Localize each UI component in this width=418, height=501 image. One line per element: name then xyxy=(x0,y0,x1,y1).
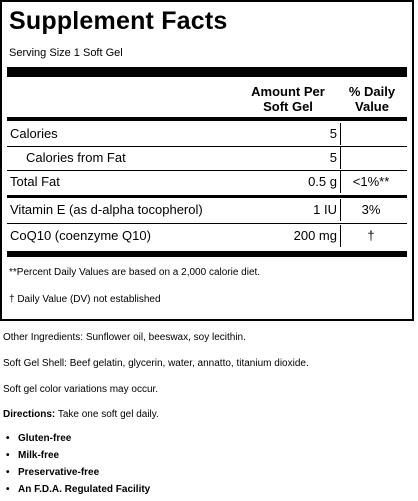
column-separator xyxy=(340,123,341,145)
bullet-icon: • xyxy=(6,484,10,495)
amount-column-header: Amount Per Soft Gel xyxy=(251,84,325,114)
nutrient-amount: 200 mg xyxy=(293,228,337,243)
nutrient-label: Vitamin E (as d-alpha tocopherol) xyxy=(10,202,203,217)
percent-daily-value-footnote: **Percent Daily Values are based on a 2,000 calorie diet. xyxy=(9,267,261,278)
serving-size: Serving Size 1 Soft Gel xyxy=(9,47,123,59)
bullet-icon: • xyxy=(6,467,10,478)
dagger-footnote: † Daily Value (DV) not established xyxy=(9,294,161,305)
soft-gel-shell: Soft Gel Shell: Beef gelatin, glycerin, water, annatto, titanium dioxide. xyxy=(3,358,309,369)
nutrient-amount: 1 IU xyxy=(313,202,337,217)
nutrient-amount: 5 xyxy=(329,126,337,141)
list-item: • Milk-free xyxy=(6,450,60,461)
nutrient-row-calories-from-fat xyxy=(7,147,407,169)
directions-label: Directions: xyxy=(3,409,56,420)
nutrient-row-total-fat xyxy=(7,171,407,193)
section-divider xyxy=(7,195,407,198)
bottom-divider xyxy=(7,251,407,257)
nutrient-daily-value: † xyxy=(367,228,375,243)
daily-value-column-header: % Daily Value xyxy=(348,84,396,114)
feature-list xyxy=(6,433,150,501)
list-item: • Gluten-free xyxy=(6,433,72,444)
directions-text: Take one soft gel daily. xyxy=(55,409,159,420)
list-item: • Preservative-free xyxy=(6,467,100,478)
nutrient-label: Calories from Fat xyxy=(26,150,126,165)
row-divider xyxy=(7,223,407,224)
nutrient-label: CoQ10 (coenzyme Q10) xyxy=(10,228,151,243)
nutrient-row-coq10 xyxy=(7,225,407,247)
column-separator xyxy=(340,147,341,169)
nutrient-amount: 5 xyxy=(329,150,337,165)
panel-title: Supplement Facts xyxy=(9,7,228,35)
nutrient-daily-value: 3% xyxy=(361,202,381,217)
nutrient-label: Calories xyxy=(10,126,58,141)
bullet-icon: • xyxy=(6,450,10,461)
list-item: • An F.D.A. Regulated Facility xyxy=(6,484,151,495)
nutrient-daily-value: <1%** xyxy=(352,174,390,189)
color-variation-note: Soft gel color variations may occur. xyxy=(3,384,159,395)
header-divider xyxy=(7,117,407,121)
bullet-icon: • xyxy=(6,433,10,444)
nutrient-amount: 0.5 g xyxy=(308,174,337,189)
nutrient-label: Total Fat xyxy=(10,174,60,189)
directions xyxy=(3,409,159,420)
other-ingredients: Other Ingredients: Sunflower oil, beeswax, soy lecithin. xyxy=(3,332,246,343)
nutrient-row-calories xyxy=(7,123,407,145)
nutrient-row-vitamin-e xyxy=(7,199,407,221)
thick-divider xyxy=(7,67,407,77)
